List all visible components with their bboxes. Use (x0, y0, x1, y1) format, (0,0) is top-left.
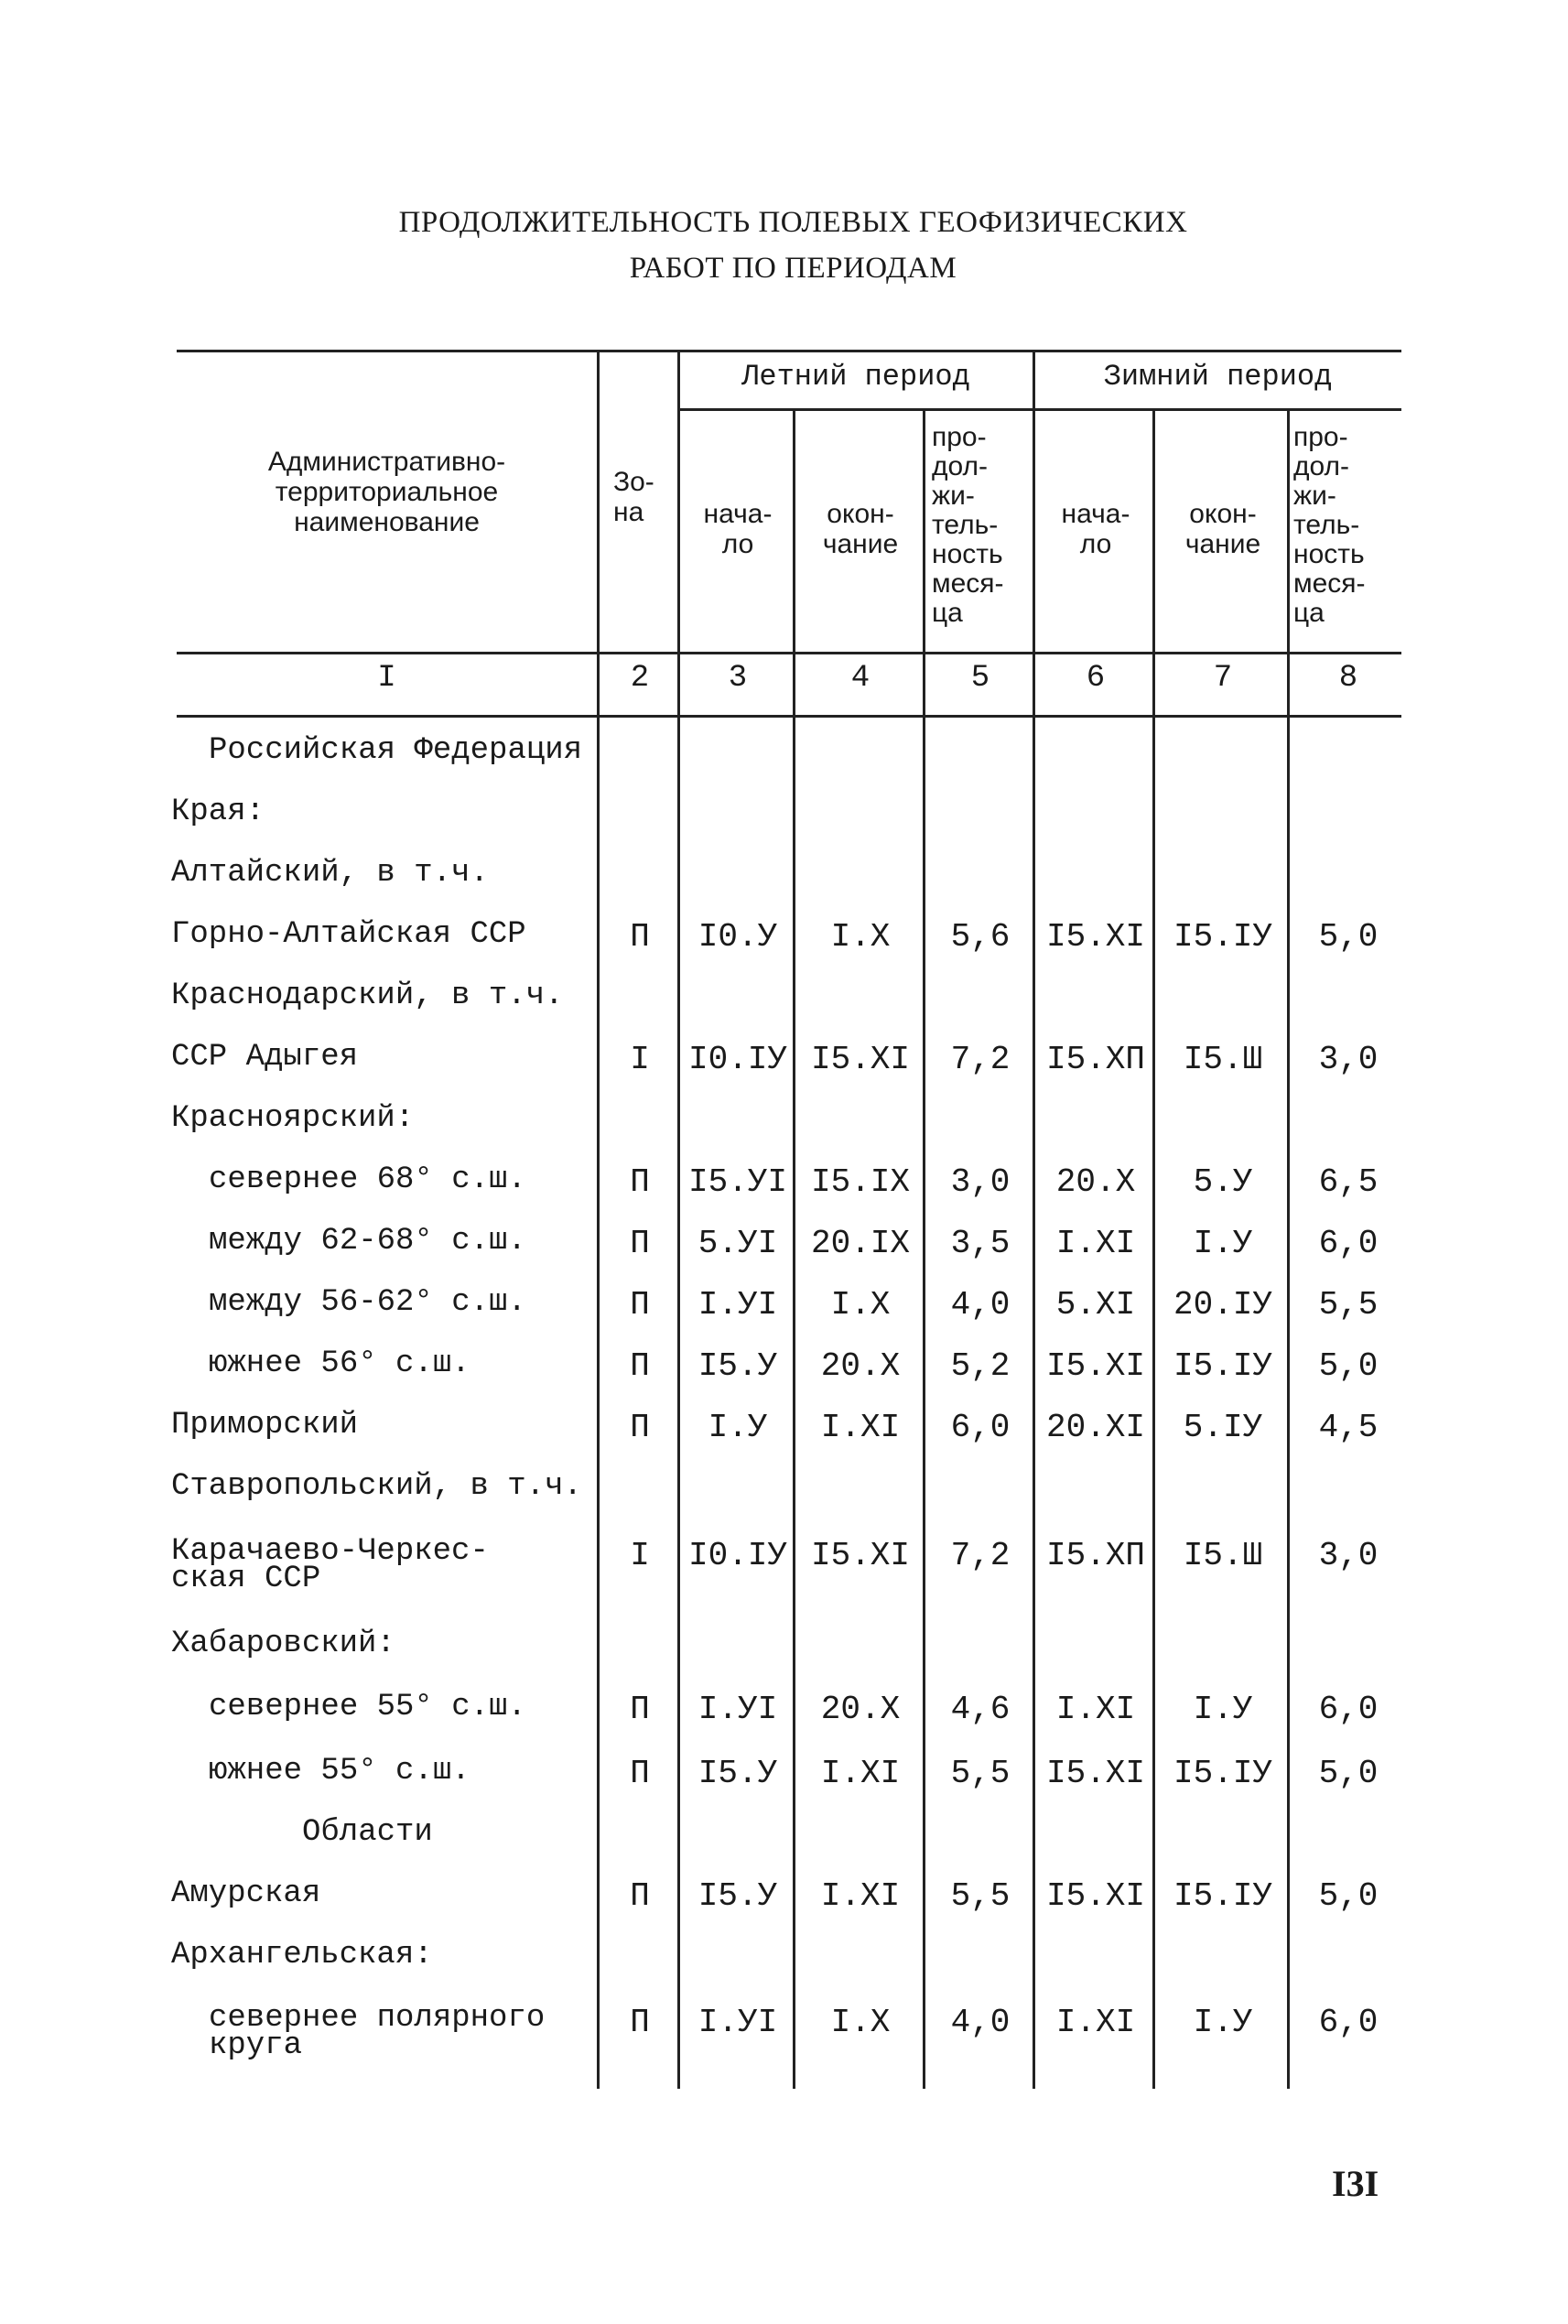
table-row (0, 796, 1568, 851)
cell-summer-end: I.X (830, 2004, 891, 2041)
cell-summer-duration: 3,0 (950, 1163, 1011, 1201)
cell-summer-duration: 4,6 (950, 1691, 1011, 1728)
table-row (0, 1226, 1568, 1281)
table-row (0, 1471, 1568, 1526)
cell-winter-duration: 3,0 (1318, 1041, 1379, 1078)
colnum-6: 6 (1086, 661, 1106, 696)
colnum-5: 5 (970, 661, 990, 696)
cell-winter-start: 20.X (1055, 1163, 1136, 1201)
cell-zone: I (630, 1537, 650, 1574)
row-name: Приморский (171, 1408, 359, 1443)
row-name: Горно-Алтайская ССР (171, 917, 526, 952)
cell-winter-start: I.XI (1055, 1225, 1136, 1262)
table-row (0, 1410, 1568, 1465)
colnum-2: 2 (630, 661, 650, 696)
cell-summer-start: I.УI (697, 1691, 778, 1728)
cell-summer-start: I.У (708, 1409, 768, 1446)
row-name: Карачаево-Черкес- ская ССР (171, 1534, 489, 1596)
table-row (0, 1103, 1568, 1158)
cell-summer-duration: 5,5 (950, 1755, 1011, 1792)
rule-period (679, 408, 1401, 411)
cell-summer-end: I.XI (820, 1877, 901, 1915)
table-row (0, 735, 1568, 790)
table-row (0, 2001, 1568, 2063)
cell-winter-end: I5.IУ (1173, 918, 1273, 956)
colnum-1: I (377, 661, 396, 696)
cell-winter-end: 5.У (1193, 1163, 1253, 1201)
header-summer: Летний период (741, 360, 970, 394)
cell-winter-end: 5.IУ (1183, 1409, 1263, 1446)
cell-summer-start: I5.У (697, 1347, 778, 1385)
row-name: Области (302, 1815, 433, 1850)
cell-summer-start: I.УI (697, 2004, 778, 2041)
cell-summer-end: I5.XI (810, 1041, 911, 1078)
row-name: Хабаровский: (171, 1627, 395, 1661)
cell-zone: П (630, 1286, 650, 1324)
row-name: Ставропольский, в т.ч. (171, 1469, 582, 1504)
cell-winter-start: I.XI (1055, 2004, 1136, 2041)
rule-top (177, 350, 1401, 352)
cell-zone: П (630, 1225, 650, 1262)
cell-winter-duration: 6,0 (1318, 2004, 1379, 2041)
table-row (0, 1164, 1568, 1219)
rule-header-bottom (177, 652, 1401, 654)
cell-winter-end: 20.IУ (1173, 1286, 1273, 1324)
table-row (0, 1287, 1568, 1342)
row-name: севернее полярного круга (209, 2001, 546, 2063)
table-row (0, 1042, 1568, 1097)
cell-summer-start: I5.УI (687, 1163, 788, 1201)
cell-winter-duration: 5,5 (1318, 1286, 1379, 1324)
cell-winter-end: I5.IУ (1173, 1877, 1273, 1915)
table-row (0, 980, 1568, 1035)
table-row (0, 1692, 1568, 1746)
header-zone: Зо- на (613, 467, 654, 527)
cell-winter-start: I5.XI (1045, 1877, 1146, 1915)
title-line-1: ПРОДОЛЖИТЕЛЬНОСТЬ ПОЛЕВЫХ ГЕОФИЗИЧЕСКИХ (398, 206, 1188, 239)
cell-summer-duration: 4,0 (950, 2004, 1011, 2041)
table-row (0, 1878, 1568, 1933)
cell-winter-start: I5.XП (1045, 1041, 1146, 1078)
cell-winter-end: I.У (1193, 1691, 1253, 1728)
row-name: между 62-68° с.ш. (209, 1224, 526, 1259)
cell-winter-start: I5.XI (1045, 1347, 1146, 1385)
header-winter: Зимний период (1103, 360, 1333, 394)
cell-summer-start: I.УI (697, 1286, 778, 1324)
cell-winter-end: I.У (1193, 2004, 1253, 2041)
table-row (0, 1534, 1568, 1596)
rule-colnum-bottom (177, 715, 1401, 718)
cell-summer-duration: 6,0 (950, 1409, 1011, 1446)
cell-zone: П (630, 1877, 650, 1915)
row-name: Архангельская: (171, 1938, 433, 1973)
cell-summer-end: I.XI (820, 1755, 901, 1792)
cell-winter-duration: 6,5 (1318, 1163, 1379, 1201)
cell-winter-start: 20.XI (1045, 1409, 1146, 1446)
cell-winter-start: I5.XI (1045, 1755, 1146, 1792)
cell-winter-duration: 6,0 (1318, 1225, 1379, 1262)
cell-summer-duration: 7,2 (950, 1537, 1011, 1574)
header-winter-duration: про- дол- жи- тель- ность меся- ца (1293, 422, 1366, 628)
colnum-7: 7 (1213, 661, 1233, 696)
cell-summer-end: I.X (830, 918, 891, 956)
header-name: Административно- территориальное наименование (267, 447, 506, 537)
cell-zone: П (630, 1347, 650, 1385)
cell-winter-end: I5.Ш (1183, 1537, 1263, 1574)
cell-summer-duration: 3,5 (950, 1225, 1011, 1262)
row-name: Амурская (171, 1876, 321, 1911)
row-name: между 56-62° с.ш. (209, 1285, 526, 1320)
cell-zone: П (630, 1409, 650, 1446)
colnum-3: 3 (728, 661, 748, 696)
header-summer-duration: про- дол- жи- тель- ность меся- ца (932, 422, 1004, 628)
header-winter-start: нача- ло (1061, 499, 1130, 559)
cell-summer-end: I.X (830, 1286, 891, 1324)
cell-summer-duration: 5,2 (950, 1347, 1011, 1385)
cell-summer-start: I0.IУ (687, 1537, 788, 1574)
cell-summer-duration: 5,5 (950, 1877, 1011, 1915)
cell-summer-end: I5.XI (810, 1537, 911, 1574)
cell-winter-duration: 3,0 (1318, 1537, 1379, 1574)
cell-winter-end: I.У (1193, 1225, 1253, 1262)
table-row (0, 1628, 1568, 1683)
cell-summer-duration: 5,6 (950, 918, 1011, 956)
cell-summer-start: I0.У (697, 918, 778, 956)
cell-summer-start: 5.УI (697, 1225, 778, 1262)
colnum-4: 4 (850, 661, 871, 696)
cell-winter-start: 5.XI (1055, 1286, 1136, 1324)
table-row (0, 1348, 1568, 1403)
cell-zone: П (630, 1163, 650, 1201)
cell-winter-duration: 4,5 (1318, 1409, 1379, 1446)
cell-zone: I (630, 1041, 650, 1078)
row-name: ССР Адыгея (171, 1040, 359, 1075)
header-winter-end: окон- чание (1184, 499, 1261, 559)
cell-winter-duration: 5,0 (1318, 1755, 1379, 1792)
cell-summer-start: I5.У (697, 1877, 778, 1915)
cell-winter-end: I5.Ш (1183, 1041, 1263, 1078)
cell-summer-end: I5.IX (810, 1163, 911, 1201)
cell-winter-start: I5.XП (1045, 1537, 1146, 1574)
cell-winter-end: I5.IУ (1173, 1347, 1273, 1385)
cell-summer-end: I.XI (820, 1409, 901, 1446)
cell-summer-duration: 4,0 (950, 1286, 1011, 1324)
row-name: Красноярский: (171, 1101, 415, 1136)
row-name: южнее 56° с.ш. (209, 1346, 470, 1381)
title-line-2: РАБОТ ПО ПЕРИОДАМ (629, 252, 957, 285)
cell-zone: П (630, 1691, 650, 1728)
cell-summer-start: I5.У (697, 1755, 778, 1792)
row-name: севернее 68° с.ш. (209, 1162, 526, 1197)
colnum-8: 8 (1338, 661, 1358, 696)
cell-summer-end: 20.X (820, 1691, 901, 1728)
header-summer-start: нача- ло (703, 499, 773, 559)
cell-winter-end: I5.IУ (1173, 1755, 1273, 1792)
table-row (0, 1940, 1568, 1994)
cell-summer-duration: 7,2 (950, 1041, 1011, 1078)
cell-winter-duration: 5,0 (1318, 1347, 1379, 1385)
cell-winter-duration: 6,0 (1318, 1691, 1379, 1728)
row-name: южнее 55° с.ш. (209, 1754, 470, 1789)
table-row (0, 858, 1568, 913)
cell-winter-start: I.XI (1055, 1691, 1136, 1728)
row-name: Краснодарский, в т.ч. (171, 978, 564, 1013)
cell-summer-end: 20.X (820, 1347, 901, 1385)
row-name: Алтайский, в т.ч. (171, 856, 489, 891)
row-name: Российская Федерация (209, 733, 583, 768)
cell-zone: П (630, 2004, 650, 2041)
table-row (0, 1817, 1568, 1872)
row-name: севернее 55° с.ш. (209, 1690, 526, 1724)
cell-zone: П (630, 918, 650, 956)
table-row (0, 1756, 1568, 1811)
row-name: Края: (171, 794, 265, 829)
cell-winter-duration: 5,0 (1318, 1877, 1379, 1915)
cell-winter-duration: 5,0 (1318, 918, 1379, 956)
table-row (0, 919, 1568, 974)
page-number: I3I (1332, 2163, 1379, 2204)
cell-summer-end: 20.IX (810, 1225, 911, 1262)
cell-zone: П (630, 1755, 650, 1792)
cell-summer-start: I0.IУ (687, 1041, 788, 1078)
cell-winter-start: I5.XI (1045, 918, 1146, 956)
header-summer-end: окон- чание (822, 499, 899, 559)
